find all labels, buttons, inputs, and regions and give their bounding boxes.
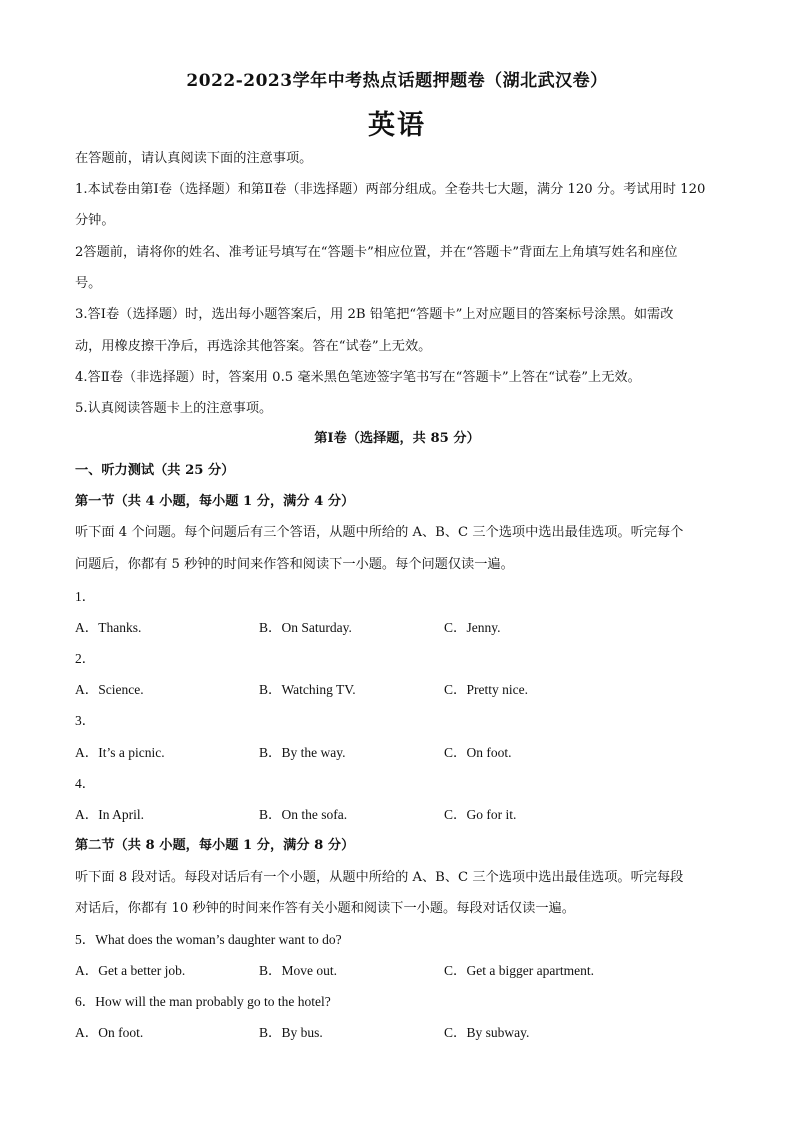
question-4-option-b: B．On the sofa. — [259, 807, 348, 822]
section-1-heading: 第一节（共 4 小题，每小题 1 分，满分 4 分） — [75, 494, 355, 509]
instruction-5: 5.认真阅读答题卡上的注意事项。 — [75, 401, 273, 416]
question-3-number: 3． — [75, 713, 96, 728]
instruction-3-line-2: 动，用橡皮擦干净后，再选涂其他答案。答在“试卷”上无效。 — [75, 339, 432, 354]
section-2-heading: 第二节（共 8 小题，每小题 1 分，满分 8 分） — [75, 838, 355, 853]
subject-title: 英语 — [368, 110, 426, 141]
instruction-1-line-2: 分钟。 — [75, 213, 115, 228]
question-6-option-a: A．On foot. — [75, 1025, 144, 1040]
question-5-stem: 5．What does the woman’s daughter want to do? — [75, 932, 342, 947]
question-4-number: 4． — [75, 776, 96, 791]
section-1-directions-line-2: 问题后，你都有 5 秒钟的时间来作答和阅读下一小题。每个问题仅读一遍。 — [75, 557, 514, 572]
question-1-number: 1． — [75, 589, 96, 604]
volume-1-heading: 第Ⅰ卷（选择题，共 85 分） — [314, 431, 480, 446]
question-2-number: 2． — [75, 651, 96, 666]
question-2-option-c: C．Pretty nice. — [444, 682, 528, 697]
question-1-option-c: C．Jenny. — [444, 620, 501, 635]
question-6-option-c: C．By subway. — [444, 1025, 530, 1040]
question-4-option-a: A．In April. — [75, 807, 144, 822]
instruction-1-line-1: 1.本试卷由第Ⅰ卷（选择题）和第Ⅱ卷（非选择题）两部分组成。全卷共七大题，满分 120 分。考试用时 120 — [75, 182, 706, 197]
question-2-option-b: B．Watching TV. — [259, 682, 356, 697]
question-5-option-c: C．Get a bigger apartment. — [444, 963, 594, 978]
question-3-option-c: C．On foot. — [444, 745, 512, 760]
instructions-intro: 在答题前，请认真阅读下面的注意事项。 — [75, 151, 313, 166]
section-2-directions-line-2: 对话后，你都有 10 秒钟的时间来作答有关小题和阅读下一小题。每段对话仅读一遍。 — [75, 901, 575, 916]
question-5-option-b: B．Move out. — [259, 963, 338, 978]
instruction-2-line-2: 号。 — [75, 276, 102, 291]
part-1-heading: 一、听力测试（共 25 分） — [75, 463, 235, 478]
question-3-option-a: A．It’s a picnic. — [75, 745, 165, 760]
question-2-option-a: A．Science. — [75, 682, 144, 697]
question-5-option-a: A．Get a better job. — [75, 963, 186, 978]
question-1-option-b: B．On Saturday. — [259, 620, 352, 635]
question-4-option-c: C．Go for it. — [444, 807, 517, 822]
section-1-directions-line-1: 听下面 4 个问题。每个问题后有三个答语，从题中所给的 A、B、C 三个选项中选出最佳选项。听完每个 — [75, 525, 684, 540]
instruction-4: 4.答Ⅱ卷（非选择题）时，答案用 0.5 毫米黑色笔迹签字笔书写在“答题卡”上答在“试卷”上无效。 — [75, 370, 641, 385]
exam-title: 2022-2023学年中考热点话题押题卷（湖北武汉卷） — [186, 71, 608, 91]
question-6-option-b: B．By bus. — [259, 1025, 323, 1040]
section-2-directions-line-1: 听下面 8 段对话。每段对话后有一个小题，从题中所给的 A、B、C 三个选项中选出最佳选项。听完每段 — [75, 870, 684, 885]
question-6-stem: 6．How will the man probably go to the hotel? — [75, 994, 331, 1009]
question-1-option-a: A．Thanks. — [75, 620, 142, 635]
question-3-option-b: B．By the way. — [259, 745, 346, 760]
instruction-2-line-1: 2答题前，请将你的姓名、准考证号填写在“答题卡”相应位置，并在“答题卡”背面左上角填写姓名和座位 — [75, 245, 678, 260]
instruction-3-line-1: 3.答Ⅰ卷（选择题）时，选出每小题答案后，用 2B 铅笔把“答题卡”上对应题目的答案标号涂黑。如需改 — [75, 307, 674, 322]
